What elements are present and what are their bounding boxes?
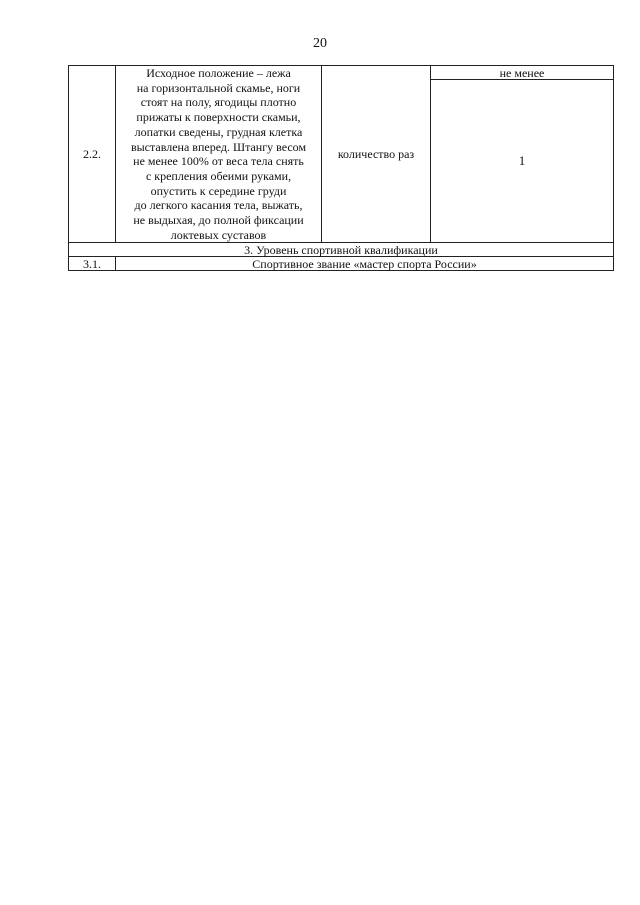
standards-table: [68, 65, 614, 271]
description-line: локтевых суставов: [170, 227, 267, 242]
description-line: на горизонтальной скамье, ноги: [136, 80, 301, 95]
description-line: лопатки сведены, грудная клетка: [134, 124, 303, 139]
table-row: [69, 66, 614, 80]
description-line: до легкого касания тела, выжать,: [134, 198, 303, 213]
description-line: Исходное положение – лежа: [146, 66, 291, 80]
exercise-description: [116, 66, 322, 243]
description-line: опустить к середине груди: [150, 183, 287, 198]
description-line: не менее 100% от веса тела снять: [133, 154, 304, 169]
page-number: 20: [313, 36, 327, 51]
norm-value: 1: [431, 80, 614, 243]
description-line: не выдыхая, до полной фиксации: [133, 213, 304, 228]
table-row: [69, 243, 614, 257]
section-heading: 3. Уровень спортивной квалификации: [69, 243, 614, 257]
sport-title-requirement: Спортивное звание «мастер спорта России»: [116, 257, 614, 271]
row-number: 2.2.: [69, 66, 116, 243]
row-number: 3.1.: [69, 257, 116, 271]
description-line: прижаты к поверхности скамьи,: [136, 110, 301, 125]
description-line: стоят на полу, ягодицы плотно: [140, 95, 297, 110]
value-header: не менее: [431, 66, 614, 80]
table-row: [69, 257, 614, 271]
unit-of-measure: количество раз: [322, 66, 431, 243]
description-line: с крепления обеими руками,: [145, 168, 292, 183]
description-line: выставлена вперед. Штангу весом: [130, 139, 307, 154]
